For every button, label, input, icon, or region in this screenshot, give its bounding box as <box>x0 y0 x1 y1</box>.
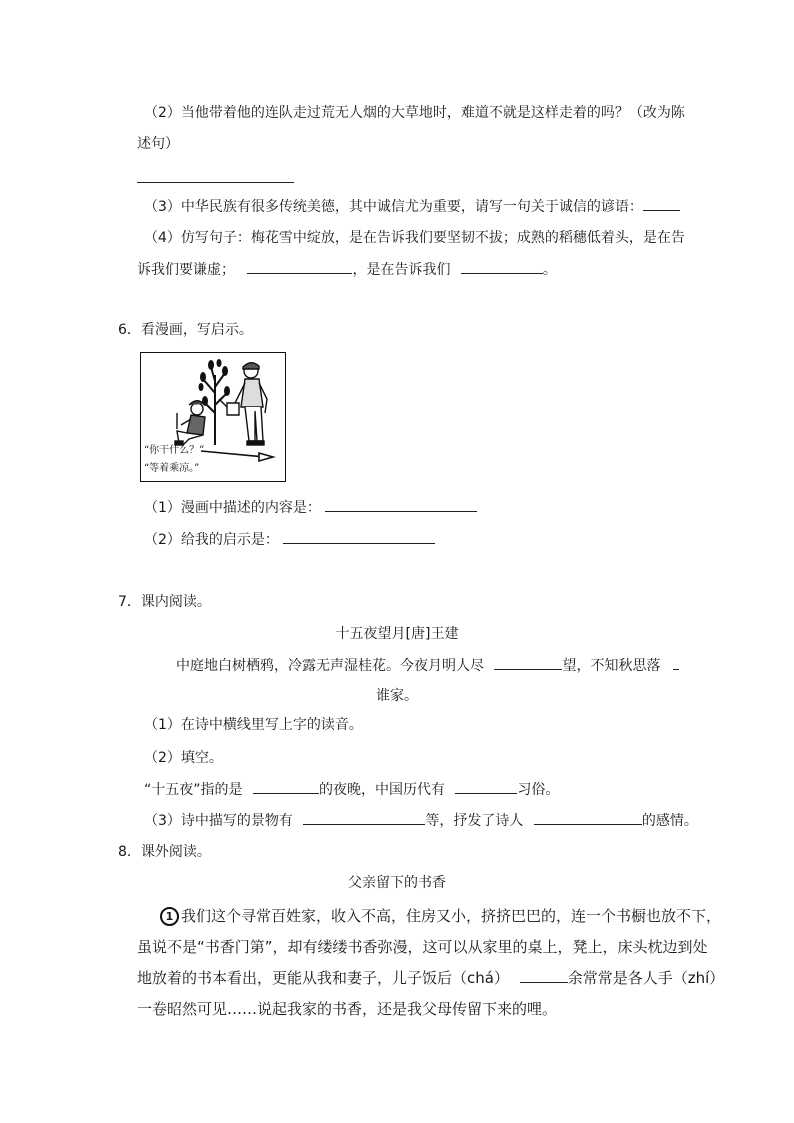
q7-item3-blank-1[interactable] <box>303 810 425 825</box>
q6-item1-blank[interactable] <box>325 497 477 512</box>
paragraph-number-icon: 1 <box>160 907 179 926</box>
q6-item2 <box>144 529 435 550</box>
poem-blank-2[interactable] <box>673 655 679 670</box>
q5-item4-line1: （4）仿写句子：梅花雪中绽放，是在告诉我们要坚韧不拔；成熟的稻穗低着头，是在告 <box>144 230 685 246</box>
q7-fill-blank-1[interactable] <box>253 779 319 794</box>
q7-fill-blank-2[interactable] <box>455 779 517 794</box>
comic-caption-question: “你干什么？” <box>144 445 205 456</box>
article-para-line1-text: 我们这个寻常百姓家，收入不高，住房又小，挤挤巴巴的，连一个书橱也放不下， <box>181 907 722 925</box>
q5-item2-line1: （2）当他带着他的连队走过荒无人烟的大草地时，难道不就是这样走着的吗？（改为陈 <box>144 105 685 121</box>
q5-item4-blank-2[interactable] <box>461 259 543 274</box>
q5-item2-line2: 述句） <box>137 136 179 152</box>
q7-item3-text-a: （3）诗中描写的景物有 <box>144 813 293 829</box>
q6-item2-blank[interactable] <box>283 529 435 544</box>
q7-item3 <box>144 810 698 831</box>
article-para-line3-text-a: 地放着的书本看出，更能从我和妻子，儿子饭后（chá） <box>137 969 509 987</box>
comic-drawing <box>141 353 285 481</box>
poem-line1-text-b: 望，不知秋思落 <box>562 658 661 674</box>
q8-title: 8．课外阅读。 <box>118 844 211 860</box>
q5-item4-text-b: ，是在告诉我们 <box>352 262 451 278</box>
article-para-line3 <box>137 967 724 989</box>
poem-title: 十五夜望月[唐]王建 <box>335 626 459 642</box>
q7-title: 7．课内阅读。 <box>118 594 211 610</box>
article-para-line4: 一卷昭然可见……说起我家的书香，还是我父母传留下来的哩。 <box>137 1000 558 1018</box>
article-blank-cha[interactable] <box>520 968 568 983</box>
q6-title: 6．看漫画，写启示。 <box>118 322 253 338</box>
q6-item1 <box>144 497 477 518</box>
q5-item2-answer-line[interactable] <box>137 168 294 189</box>
poem-blank-1[interactable] <box>494 655 562 670</box>
article-para-line1 <box>160 905 721 927</box>
article-para-line2: 虽说不是“书香门第”，却有缕缕书香弥漫，这可以从家里的桌上，凳上，床头枕边到处 <box>137 938 708 956</box>
q5-item4-blank-1[interactable] <box>247 259 352 274</box>
article-title: 父亲留下的书香 <box>348 875 446 891</box>
comic-image <box>140 352 286 482</box>
q5-item3 <box>144 196 680 217</box>
article-para-line3-text-b: 余常常是各人手（zhí） <box>567 969 725 987</box>
q6-item1-text: （1）漫画中描述的内容是： <box>144 500 321 516</box>
q7-item2: （2）填空。 <box>144 750 223 766</box>
q7-fill-text-c: 习俗。 <box>517 782 560 798</box>
comic-caption-answer: “等着乘凉。” <box>144 463 200 474</box>
q7-item3-blank-2[interactable] <box>534 810 642 825</box>
q7-fill-text-b: 的夜晚，中国历代有 <box>318 782 445 798</box>
poem-line2: 谁家。 <box>376 688 418 704</box>
q7-item1: （1）在诗中横线里写上字的读音。 <box>144 717 363 733</box>
q5-item3-text: （3）中华民族有很多传统美德，其中诚信尤为重要，请写一句关于诚信的谚语： <box>144 199 643 215</box>
q5-item4-text-c: 。 <box>542 262 557 278</box>
q5-item4-line2 <box>137 259 557 280</box>
q7-fill-text-a: “十五夜”指的是 <box>144 782 243 798</box>
q5-item3-blank[interactable] <box>643 196 680 211</box>
q7-item3-text-c: 的感情。 <box>641 813 698 829</box>
q5-item4-text-a: 诉我们要谦虚； <box>137 262 235 278</box>
q7-item3-text-b: 等，抒发了诗人 <box>425 813 524 829</box>
q6-item2-text: （2）给我的启示是： <box>144 532 279 548</box>
poem-line1-text-a: 中庭地白树栖鸦，冷露无声湿桂花。今夜月明人尽 <box>176 658 484 674</box>
poem-line1 <box>176 655 679 676</box>
q7-fill-line <box>144 779 559 800</box>
